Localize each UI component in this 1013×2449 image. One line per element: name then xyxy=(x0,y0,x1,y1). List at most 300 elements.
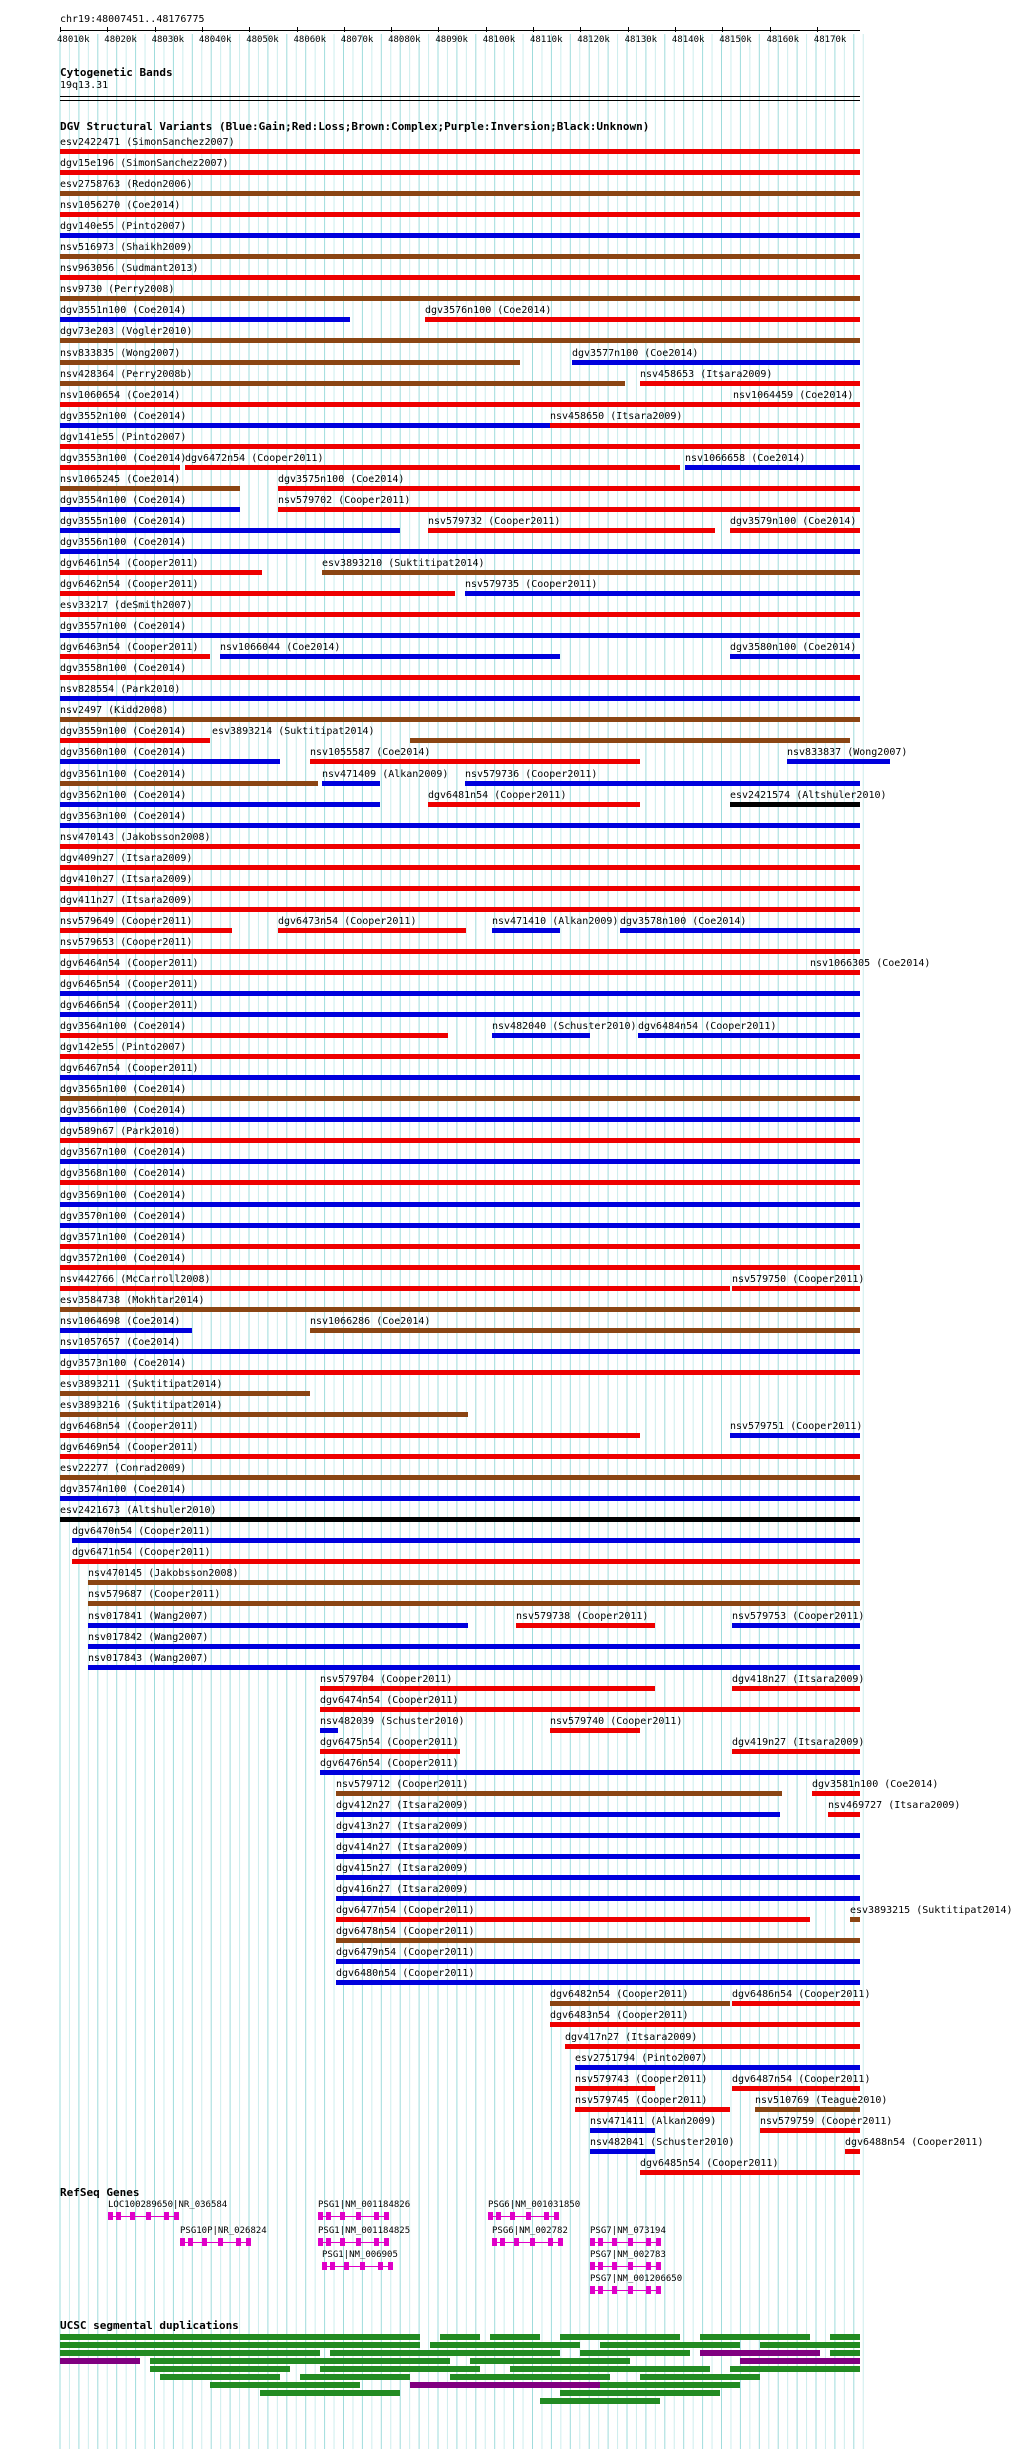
dgv-variant-bar[interactable] xyxy=(60,1244,860,1249)
dgv-variant-bar[interactable] xyxy=(755,2107,860,2112)
dgv-variant-bar[interactable] xyxy=(575,2065,860,2070)
dgv-variant-bar[interactable] xyxy=(60,191,860,196)
dgv-variant-bar[interactable] xyxy=(278,507,860,512)
segdup-bar[interactable] xyxy=(830,2350,860,2356)
dgv-variant-bar[interactable] xyxy=(575,2107,730,2112)
dgv-variant-label[interactable]: esv33217 (deSmith2007) xyxy=(60,600,193,612)
dgv-variant-label[interactable]: nsv579649 (Cooper2011) xyxy=(60,915,193,927)
dgv-variant-bar[interactable] xyxy=(550,2022,860,2027)
dgv-variant-label[interactable]: esv3893214 (Suktitipat2014) xyxy=(212,726,375,738)
dgv-variant-label[interactable]: dgv3570n100 (Coe2014) xyxy=(60,1210,187,1222)
dgv-variant-label[interactable]: dgv3559n100 (Coe2014) xyxy=(60,726,187,738)
dgv-variant-label[interactable]: dgv409n27 (Itsara2009) xyxy=(60,852,193,864)
dgv-variant-bar[interactable] xyxy=(60,1096,860,1101)
refseq-gene-exon[interactable] xyxy=(514,2238,519,2246)
dgv-variant-label[interactable]: nsv579745 (Cooper2011) xyxy=(575,2094,708,2106)
dgv-variant-label[interactable]: nsv579753 (Cooper2011) xyxy=(732,1610,865,1622)
dgv-variant-label[interactable]: nsv470145 (Jakobsson2008) xyxy=(88,1568,239,1580)
refseq-gene-exon[interactable] xyxy=(378,2262,383,2270)
dgv-variant-label[interactable]: dgv3562n100 (Coe2014) xyxy=(60,789,187,801)
dgv-variant-bar[interactable] xyxy=(60,1265,860,1270)
segdup-bar[interactable] xyxy=(360,2334,420,2340)
dgv-variant-label[interactable]: dgv6470n54 (Cooper2011) xyxy=(72,1526,211,1538)
refseq-gene-exon[interactable] xyxy=(340,2238,345,2246)
dgv-variant-label[interactable]: esv2751794 (Pinto2007) xyxy=(575,2052,708,2064)
refseq-gene-exon[interactable] xyxy=(548,2238,553,2246)
dgv-variant-bar[interactable] xyxy=(828,1812,860,1817)
dgv-variant-label[interactable]: dgv6474n54 (Cooper2011) xyxy=(320,1694,459,1706)
dgv-variant-bar[interactable] xyxy=(60,886,860,891)
dgv-variant-label[interactable]: nsv579750 (Cooper2011) xyxy=(732,1273,865,1285)
refseq-gene-exon[interactable] xyxy=(236,2238,241,2246)
segdup-bar[interactable] xyxy=(60,2358,140,2364)
dgv-variant-bar[interactable] xyxy=(336,1980,860,1985)
refseq-gene-exon[interactable] xyxy=(646,2238,651,2246)
dgv-variant-label[interactable]: dgv6468n54 (Cooper2011) xyxy=(60,1421,199,1433)
dgv-variant-label[interactable]: esv3584738 (Mokhtar2014) xyxy=(60,1294,205,1306)
dgv-variant-bar[interactable] xyxy=(850,1917,860,1922)
refseq-gene-exon[interactable] xyxy=(510,2212,515,2220)
refseq-gene-exon[interactable] xyxy=(318,2238,323,2246)
dgv-variant-bar[interactable] xyxy=(60,1454,860,1459)
refseq-gene-exon[interactable] xyxy=(330,2262,335,2270)
dgv-variant-label[interactable]: esv2421574 (Altshuler2010) xyxy=(730,789,887,801)
dgv-variant-label[interactable]: dgv3576n100 (Coe2014) xyxy=(425,305,552,317)
dgv-variant-bar[interactable] xyxy=(60,254,860,259)
dgv-variant-label[interactable]: dgv140e55 (Pinto2007) xyxy=(60,221,187,233)
dgv-variant-bar[interactable] xyxy=(730,528,860,533)
dgv-variant-label[interactable]: dgv6487n54 (Cooper2011) xyxy=(732,2073,871,2085)
dgv-variant-label[interactable]: esv3893215 (Suktitipat2014) xyxy=(850,1905,1013,1917)
dgv-variant-label[interactable]: nsv1057657 (Coe2014) xyxy=(60,1336,181,1348)
dgv-variant-label[interactable]: dgv6471n54 (Cooper2011) xyxy=(72,1547,211,1559)
dgv-variant-bar[interactable] xyxy=(60,149,860,154)
dgv-variant-label[interactable]: nsv963056 (Sudmant2013) xyxy=(60,263,199,275)
dgv-variant-label[interactable]: nsv471409 (Alkan2009) xyxy=(322,768,449,780)
dgv-variant-bar[interactable] xyxy=(60,970,810,975)
dgv-title[interactable]: DGV Structural Variants (Blue:Gain;Red:Loss;Brown:Complex;Purple:Inversion;Black:Unknown) xyxy=(60,120,650,133)
refseq-gene-exon[interactable] xyxy=(360,2262,365,2270)
dgv-variant-bar[interactable] xyxy=(516,1623,655,1628)
dgv-variant-label[interactable]: dgv410n27 (Itsara2009) xyxy=(60,873,193,885)
refseq-gene-exon[interactable] xyxy=(496,2212,501,2220)
dgv-variant-label[interactable]: dgv6465n54 (Cooper2011) xyxy=(60,979,199,990)
dgv-variant-bar[interactable] xyxy=(590,2128,655,2133)
dgv-variant-label[interactable]: dgv3569n100 (Coe2014) xyxy=(60,1189,187,1201)
dgv-variant-bar[interactable] xyxy=(730,802,860,807)
refseq-gene-exon[interactable] xyxy=(646,2286,651,2294)
dgv-variant-bar[interactable] xyxy=(72,1538,860,1543)
dgv-variant-bar[interactable] xyxy=(428,802,640,807)
dgv-variant-bar[interactable] xyxy=(732,1286,860,1291)
dgv-variant-bar[interactable] xyxy=(640,2170,860,2175)
dgv-variant-bar[interactable] xyxy=(575,2086,655,2091)
dgv-variant-label[interactable]: dgv3557n100 (Coe2014) xyxy=(60,621,187,633)
dgv-variant-bar[interactable] xyxy=(60,317,350,322)
dgv-variant-label[interactable]: nsv017842 (Wang2007) xyxy=(88,1631,209,1643)
dgv-variant-bar[interactable] xyxy=(60,570,262,575)
refseq-gene-exon[interactable] xyxy=(500,2238,505,2246)
dgv-variant-label[interactable]: dgv6485n54 (Cooper2011) xyxy=(640,2157,779,2169)
dgv-variant-label[interactable]: dgv6480n54 (Cooper2011) xyxy=(336,1968,475,1980)
dgv-variant-label[interactable]: dgv15e196 (SimonSanchez2007) xyxy=(60,158,229,170)
refseq-gene-label[interactable]: PSG7|NM_073194 xyxy=(590,2226,666,2236)
refseq-gene-exon[interactable] xyxy=(384,2238,389,2246)
segdup-bar[interactable] xyxy=(150,2358,450,2364)
dgv-variant-label[interactable]: dgv6488n54 (Cooper2011) xyxy=(845,2136,984,2148)
refseq-gene-exon[interactable] xyxy=(558,2238,563,2246)
dgv-variant-bar[interactable] xyxy=(60,865,860,870)
dgv-variant-label[interactable]: dgv6486n54 (Cooper2011) xyxy=(732,1989,871,2001)
dgv-variant-label[interactable]: dgv6461n54 (Cooper2011) xyxy=(60,558,199,569)
refseq-gene-exon[interactable] xyxy=(340,2212,345,2220)
dgv-variant-label[interactable]: dgv6478n54 (Cooper2011) xyxy=(336,1926,475,1938)
refseq-gene-exon[interactable] xyxy=(598,2262,603,2270)
dgv-variant-label[interactable]: nsv833835 (Wong2007) xyxy=(60,347,181,359)
dgv-variant-label[interactable]: nsv579653 (Cooper2011) xyxy=(60,936,193,948)
dgv-variant-label[interactable]: dgv3567n100 (Coe2014) xyxy=(60,1147,187,1159)
dgv-variant-label[interactable]: nsv017843 (Wang2007) xyxy=(88,1652,209,1664)
dgv-variant-bar[interactable] xyxy=(60,696,860,701)
segdup-bar[interactable] xyxy=(700,2334,810,2340)
dgv-variant-label[interactable]: nsv579735 (Cooper2011) xyxy=(465,579,598,591)
refseq-gene-exon[interactable] xyxy=(174,2212,179,2220)
dgv-variant-label[interactable]: dgv3558n100 (Coe2014) xyxy=(60,663,187,675)
dgv-variant-label[interactable]: nsv2497 (Kidd2008) xyxy=(60,705,169,717)
dgv-variant-label[interactable]: nsv469727 (Itsara2009) xyxy=(828,1799,961,1811)
dgv-variant-label[interactable]: dgv6469n54 (Cooper2011) xyxy=(60,1442,199,1454)
dgv-variant-bar[interactable] xyxy=(492,1033,590,1038)
dgv-variant-bar[interactable] xyxy=(60,549,860,554)
dgv-variant-bar[interactable] xyxy=(336,1833,860,1838)
refseq-gene-exon[interactable] xyxy=(318,2212,323,2220)
dgv-variant-label[interactable]: dgv411n27 (Itsara2009) xyxy=(60,894,193,906)
dgv-variant-bar[interactable] xyxy=(590,2149,655,2154)
refseq-gene-exon[interactable] xyxy=(188,2238,193,2246)
dgv-variant-bar[interactable] xyxy=(60,1012,860,1017)
dgv-variant-bar[interactable] xyxy=(336,1959,860,1964)
dgv-variant-label[interactable]: nsv579732 (Cooper2011) xyxy=(428,515,561,527)
refseq-gene-exon[interactable] xyxy=(612,2238,617,2246)
dgv-variant-bar[interactable] xyxy=(732,1749,860,1754)
refseq-gene-label[interactable]: PSG7|NM_001206650 xyxy=(590,2274,683,2284)
dgv-variant-label[interactable]: nsv510769 (Teague2010) xyxy=(755,2094,888,2106)
dgv-variant-bar[interactable] xyxy=(88,1623,468,1628)
dgv-variant-label[interactable]: nsv516973 (Shaikh2009) xyxy=(60,242,193,254)
dgv-variant-bar[interactable] xyxy=(640,381,860,386)
dgv-variant-bar[interactable] xyxy=(320,1686,655,1691)
dgv-variant-label[interactable]: dgv3555n100 (Coe2014) xyxy=(60,515,187,527)
segdup-bar[interactable] xyxy=(470,2358,630,2364)
dgv-variant-bar[interactable] xyxy=(60,675,860,680)
dgv-variant-label[interactable]: dgv6464n54 (Cooper2011) xyxy=(60,957,199,969)
dgv-variant-bar[interactable] xyxy=(550,1728,640,1733)
dgv-variant-bar[interactable] xyxy=(60,717,860,722)
dgv-variant-label[interactable]: nsv458650 (Itsara2009) xyxy=(550,410,683,422)
dgv-variant-label[interactable]: esv2421673 (Altshuler2010) xyxy=(60,1505,217,1517)
dgv-variant-label[interactable]: esv2758763 (Redon2006) xyxy=(60,179,193,191)
refseq-gene-exon[interactable] xyxy=(598,2286,603,2294)
dgv-variant-label[interactable]: dgv413n27 (Itsara2009) xyxy=(336,1821,469,1832)
segdup-bar[interactable] xyxy=(60,2350,320,2356)
refseq-gene-exon[interactable] xyxy=(344,2262,349,2270)
dgv-variant-label[interactable]: dgv3560n100 (Coe2014) xyxy=(60,747,187,759)
dgv-variant-label[interactable]: nsv1060654 (Coe2014) xyxy=(60,389,181,401)
dgv-variant-label[interactable]: nsv579712 (Cooper2011) xyxy=(336,1778,469,1790)
refseq-gene-exon[interactable] xyxy=(590,2286,595,2294)
dgv-variant-bar[interactable] xyxy=(60,759,280,764)
dgv-variant-bar[interactable] xyxy=(60,275,860,280)
segdup-bar[interactable] xyxy=(60,2334,410,2340)
dgv-variant-label[interactable]: nsv482039 (Schuster2010) xyxy=(320,1715,465,1727)
segdup-bar[interactable] xyxy=(300,2374,410,2380)
refseq-gene-exon[interactable] xyxy=(218,2238,223,2246)
dgv-variant-bar[interactable] xyxy=(732,1686,860,1691)
dgv-variant-bar[interactable] xyxy=(730,1433,860,1438)
dgv-variant-bar[interactable] xyxy=(88,1601,860,1606)
dgv-variant-bar[interactable] xyxy=(60,591,455,596)
dgv-variant-label[interactable]: nsv579740 (Cooper2011) xyxy=(550,1715,683,1727)
dgv-variant-bar[interactable] xyxy=(60,296,860,301)
dgv-variant-label[interactable]: dgv142e55 (Pinto2007) xyxy=(60,1042,187,1054)
refseq-gene-exon[interactable] xyxy=(146,2212,151,2220)
refseq-gene-exon[interactable] xyxy=(544,2212,549,2220)
dgv-variant-bar[interactable] xyxy=(845,2149,860,2154)
refseq-gene-exon[interactable] xyxy=(628,2262,633,2270)
dgv-variant-bar[interactable] xyxy=(60,1286,730,1291)
dgv-variant-label[interactable]: nsv579743 (Cooper2011) xyxy=(575,2073,708,2085)
dgv-variant-bar[interactable] xyxy=(60,1075,860,1080)
dgv-variant-bar[interactable] xyxy=(88,1580,860,1585)
dgv-variant-label[interactable]: dgv6484n54 (Cooper2011) xyxy=(638,1021,777,1033)
dgv-variant-label[interactable]: dgv3572n100 (Coe2014) xyxy=(60,1252,187,1264)
dgv-variant-label[interactable]: dgv3554n100 (Coe2014) xyxy=(60,494,187,506)
dgv-variant-bar[interactable] xyxy=(60,949,860,954)
dgv-variant-bar[interactable] xyxy=(465,781,860,786)
segdup-bar[interactable] xyxy=(640,2374,760,2380)
dgv-variant-label[interactable]: esv22277 (Conrad2009) xyxy=(60,1463,187,1475)
dgv-variant-label[interactable]: dgv417n27 (Itsara2009) xyxy=(565,2031,698,2043)
dgv-variant-bar[interactable] xyxy=(320,1770,860,1775)
refseq-gene-exon[interactable] xyxy=(590,2238,595,2246)
refseq-gene-exon[interactable] xyxy=(590,2262,595,2270)
refseq-gene-exon[interactable] xyxy=(388,2262,393,2270)
dgv-variant-bar[interactable] xyxy=(60,1328,192,1333)
dgv-variant-label[interactable]: dgv3561n100 (Coe2014) xyxy=(60,768,187,780)
dgv-variant-label[interactable]: nsv828554 (Park2010) xyxy=(60,684,181,696)
dgv-variant-bar[interactable] xyxy=(60,654,210,659)
dgv-variant-label[interactable]: dgv418n27 (Itsara2009) xyxy=(732,1673,865,1685)
dgv-variant-label[interactable]: dgv6479n54 (Cooper2011) xyxy=(336,1947,475,1959)
dgv-variant-label[interactable]: esv2422471 (SimonSanchez2007) xyxy=(60,137,235,148)
refseq-gene-label[interactable]: PSG1|NM_001184825 xyxy=(318,2226,411,2236)
dgv-variant-label[interactable]: nsv470143 (Jakobsson2008) xyxy=(60,831,211,843)
dgv-variant-bar[interactable] xyxy=(72,1559,860,1564)
dgv-variant-bar[interactable] xyxy=(60,1433,640,1438)
dgv-variant-label[interactable]: dgv141e55 (Pinto2007) xyxy=(60,431,187,443)
refseq-gene-exon[interactable] xyxy=(628,2286,633,2294)
segdup-bar[interactable] xyxy=(760,2342,860,2348)
refseq-gene-exon[interactable] xyxy=(202,2238,207,2246)
segdup-bar[interactable] xyxy=(560,2334,680,2340)
dgv-variant-label[interactable]: nsv579736 (Cooper2011) xyxy=(465,768,598,780)
refseq-gene-label[interactable]: PSG10P|NR_026824 xyxy=(180,2226,267,2236)
refseq-gene-exon[interactable] xyxy=(374,2238,379,2246)
segdup-bar[interactable] xyxy=(330,2350,560,2356)
dgv-variant-label[interactable]: dgv3573n100 (Coe2014) xyxy=(60,1357,187,1369)
dgv-variant-bar[interactable] xyxy=(760,2128,860,2133)
refseq-gene-exon[interactable] xyxy=(526,2212,531,2220)
dgv-variant-bar[interactable] xyxy=(60,465,180,470)
dgv-variant-label[interactable]: dgv6473n54 (Cooper2011) xyxy=(278,915,417,927)
dgv-variant-bar[interactable] xyxy=(320,1707,860,1712)
refseq-gene-label[interactable]: PSG7|NM_002783 xyxy=(590,2250,666,2260)
dgv-variant-bar[interactable] xyxy=(60,1054,860,1059)
segdup-bar[interactable] xyxy=(830,2334,860,2340)
segdup-bar[interactable] xyxy=(540,2398,660,2404)
dgv-variant-bar[interactable] xyxy=(60,444,860,449)
dgv-variant-label[interactable]: dgv589n67 (Park2010) xyxy=(60,1126,181,1138)
refseq-gene-exon[interactable] xyxy=(180,2238,185,2246)
dgv-variant-label[interactable]: nsv579751 (Cooper2011) xyxy=(730,1421,863,1433)
dgv-variant-bar[interactable] xyxy=(60,1138,860,1143)
dgv-variant-bar[interactable] xyxy=(60,170,860,175)
dgv-variant-bar[interactable] xyxy=(685,465,860,470)
dgv-variant-bar[interactable] xyxy=(572,360,860,365)
dgv-variant-label[interactable]: nsv579759 (Cooper2011) xyxy=(760,2115,893,2127)
dgv-variant-label[interactable]: dgv3566n100 (Coe2014) xyxy=(60,1105,187,1117)
dgv-variant-label[interactable]: dgv3577n100 (Coe2014) xyxy=(572,347,699,359)
dgv-variant-bar[interactable] xyxy=(336,1875,860,1880)
dgv-variant-bar[interactable] xyxy=(60,507,240,512)
refseq-gene-exon[interactable] xyxy=(656,2286,661,2294)
dgv-variant-label[interactable]: nsv442766 (McCarroll2008) xyxy=(60,1273,211,1285)
dgv-variant-bar[interactable] xyxy=(732,1623,860,1628)
segdup-bar[interactable] xyxy=(490,2334,540,2340)
refseq-gene-label[interactable]: PSG6|NM_002782 xyxy=(492,2226,568,2236)
refseq-gene-exon[interactable] xyxy=(656,2262,661,2270)
segdup-bar[interactable] xyxy=(560,2390,720,2396)
dgv-variant-label[interactable]: dgv419n27 (Itsara2009) xyxy=(732,1736,865,1748)
dgv-variant-label[interactable]: dgv416n27 (Itsara2009) xyxy=(336,1884,469,1896)
dgv-variant-bar[interactable] xyxy=(60,360,520,365)
refseq-gene-exon[interactable] xyxy=(374,2212,379,2220)
dgv-variant-bar[interactable] xyxy=(60,1223,860,1228)
dgv-variant-label[interactable]: dgv414n27 (Itsara2009) xyxy=(336,1842,469,1854)
dgv-variant-bar[interactable] xyxy=(60,991,860,996)
dgv-variant-bar[interactable] xyxy=(60,1033,448,1038)
dgv-variant-label[interactable]: nsv579738 (Cooper2011) xyxy=(516,1610,649,1622)
refseq-gene-exon[interactable] xyxy=(384,2212,389,2220)
dgv-variant-bar[interactable] xyxy=(60,338,860,343)
dgv-variant-bar[interactable] xyxy=(638,1033,860,1038)
dgv-variant-label[interactable]: dgv6472n54 (Cooper2011) xyxy=(185,452,324,464)
refseq-gene-exon[interactable] xyxy=(554,2212,559,2220)
dgv-variant-bar[interactable] xyxy=(810,970,860,975)
dgv-variant-label[interactable]: nsv471410 (Alkan2009) xyxy=(492,915,619,927)
dgv-variant-label[interactable]: dgv415n27 (Itsara2009) xyxy=(336,1863,469,1875)
dgv-variant-label[interactable]: dgv6482n54 (Cooper2011) xyxy=(550,1989,689,2001)
dgv-variant-label[interactable]: nsv1066305 (Coe2014) xyxy=(810,957,931,969)
refseq-title[interactable]: RefSeq Genes xyxy=(60,2186,140,2199)
dgv-variant-label[interactable]: dgv3574n100 (Coe2014) xyxy=(60,1484,187,1496)
dgv-variant-bar[interactable] xyxy=(60,486,240,491)
dgv-variant-label[interactable]: nsv1056270 (Coe2014) xyxy=(60,200,181,212)
dgv-variant-bar[interactable] xyxy=(60,1391,310,1396)
segdup-bar[interactable] xyxy=(740,2358,860,2364)
dgv-variant-bar[interactable] xyxy=(60,633,860,638)
dgv-variant-label[interactable]: dgv3565n100 (Coe2014) xyxy=(60,1084,187,1096)
dgv-variant-bar[interactable] xyxy=(310,1328,860,1333)
refseq-gene-exon[interactable] xyxy=(612,2262,617,2270)
segdup-bar[interactable] xyxy=(260,2390,400,2396)
dgv-variant-bar[interactable] xyxy=(733,402,860,407)
refseq-gene-exon[interactable] xyxy=(326,2238,331,2246)
dgv-variant-bar[interactable] xyxy=(322,781,380,786)
dgv-variant-label[interactable]: nsv428364 (Perry2008b) xyxy=(60,368,193,380)
dgv-variant-bar[interactable] xyxy=(812,1791,860,1796)
dgv-variant-bar[interactable] xyxy=(732,2001,860,2006)
dgv-variant-label[interactable]: nsv9730 (Perry2008) xyxy=(60,284,175,296)
segdup-bar[interactable] xyxy=(580,2350,690,2356)
dgv-variant-label[interactable]: dgv3553n100 (Coe2014) xyxy=(60,452,187,464)
dgv-variant-label[interactable]: nsv482041 (Schuster2010) xyxy=(590,2136,735,2148)
dgv-variant-bar[interactable] xyxy=(336,1938,860,1943)
dgv-variant-bar[interactable] xyxy=(336,1791,782,1796)
segdup-bar[interactable] xyxy=(600,2342,740,2348)
dgv-variant-label[interactable]: dgv73e203 (Vogler2010) xyxy=(60,326,193,338)
dgv-variant-bar[interactable] xyxy=(620,928,860,933)
dgv-variant-bar[interactable] xyxy=(336,1896,860,1901)
dgv-variant-bar[interactable] xyxy=(60,1349,860,1354)
dgv-variant-label[interactable]: dgv3578n100 (Coe2014) xyxy=(620,915,747,927)
dgv-variant-bar[interactable] xyxy=(60,738,210,743)
dgv-variant-bar[interactable] xyxy=(60,1517,860,1522)
segdup-bar[interactable] xyxy=(700,2350,820,2356)
segdup-bar[interactable] xyxy=(730,2366,860,2372)
dgv-variant-label[interactable]: esv3893210 (Suktitipat2014) xyxy=(322,558,485,569)
dgv-variant-label[interactable]: nsv1066286 (Coe2014) xyxy=(310,1315,431,1327)
dgv-variant-bar[interactable] xyxy=(60,844,860,849)
cytoband-title[interactable]: Cytogenetic Bands xyxy=(60,66,173,79)
refseq-gene-label[interactable]: LOC100289650|NR_036584 xyxy=(108,2200,228,2210)
dgv-variant-bar[interactable] xyxy=(60,823,860,828)
refseq-gene-exon[interactable] xyxy=(130,2212,135,2220)
dgv-variant-bar[interactable] xyxy=(185,465,680,470)
dgv-variant-label[interactable]: dgv3551n100 (Coe2014) xyxy=(60,305,187,317)
dgv-variant-label[interactable]: dgv6467n54 (Cooper2011) xyxy=(60,1063,199,1075)
dgv-variant-label[interactable]: nsv458653 (Itsara2009) xyxy=(640,368,773,380)
dgv-variant-bar[interactable] xyxy=(60,1370,860,1375)
dgv-variant-bar[interactable] xyxy=(730,654,860,659)
segdup-title[interactable]: UCSC segmental duplications xyxy=(60,2319,239,2332)
dgv-variant-bar[interactable] xyxy=(60,1117,860,1122)
dgv-variant-label[interactable]: nsv1065245 (Coe2014) xyxy=(60,473,181,485)
dgv-variant-label[interactable]: nsv1055587 (Coe2014) xyxy=(310,747,431,759)
dgv-variant-bar[interactable] xyxy=(60,1307,860,1312)
dgv-variant-label[interactable]: nsv1066658 (Coe2014) xyxy=(685,452,806,464)
dgv-variant-bar[interactable] xyxy=(336,1812,780,1817)
dgv-variant-label[interactable]: dgv6463n54 (Cooper2011) xyxy=(60,642,199,654)
dgv-variant-label[interactable]: dgv6466n54 (Cooper2011) xyxy=(60,1000,199,1012)
dgv-variant-label[interactable]: dgv3556n100 (Coe2014) xyxy=(60,536,187,548)
dgv-variant-bar[interactable] xyxy=(322,570,860,575)
refseq-gene-label[interactable]: PSG1|NM_001184826 xyxy=(318,2200,411,2210)
segdup-bar[interactable] xyxy=(60,2342,420,2348)
segdup-bar[interactable] xyxy=(160,2374,280,2380)
segdup-bar[interactable] xyxy=(430,2342,580,2348)
refseq-gene-exon[interactable] xyxy=(356,2212,361,2220)
